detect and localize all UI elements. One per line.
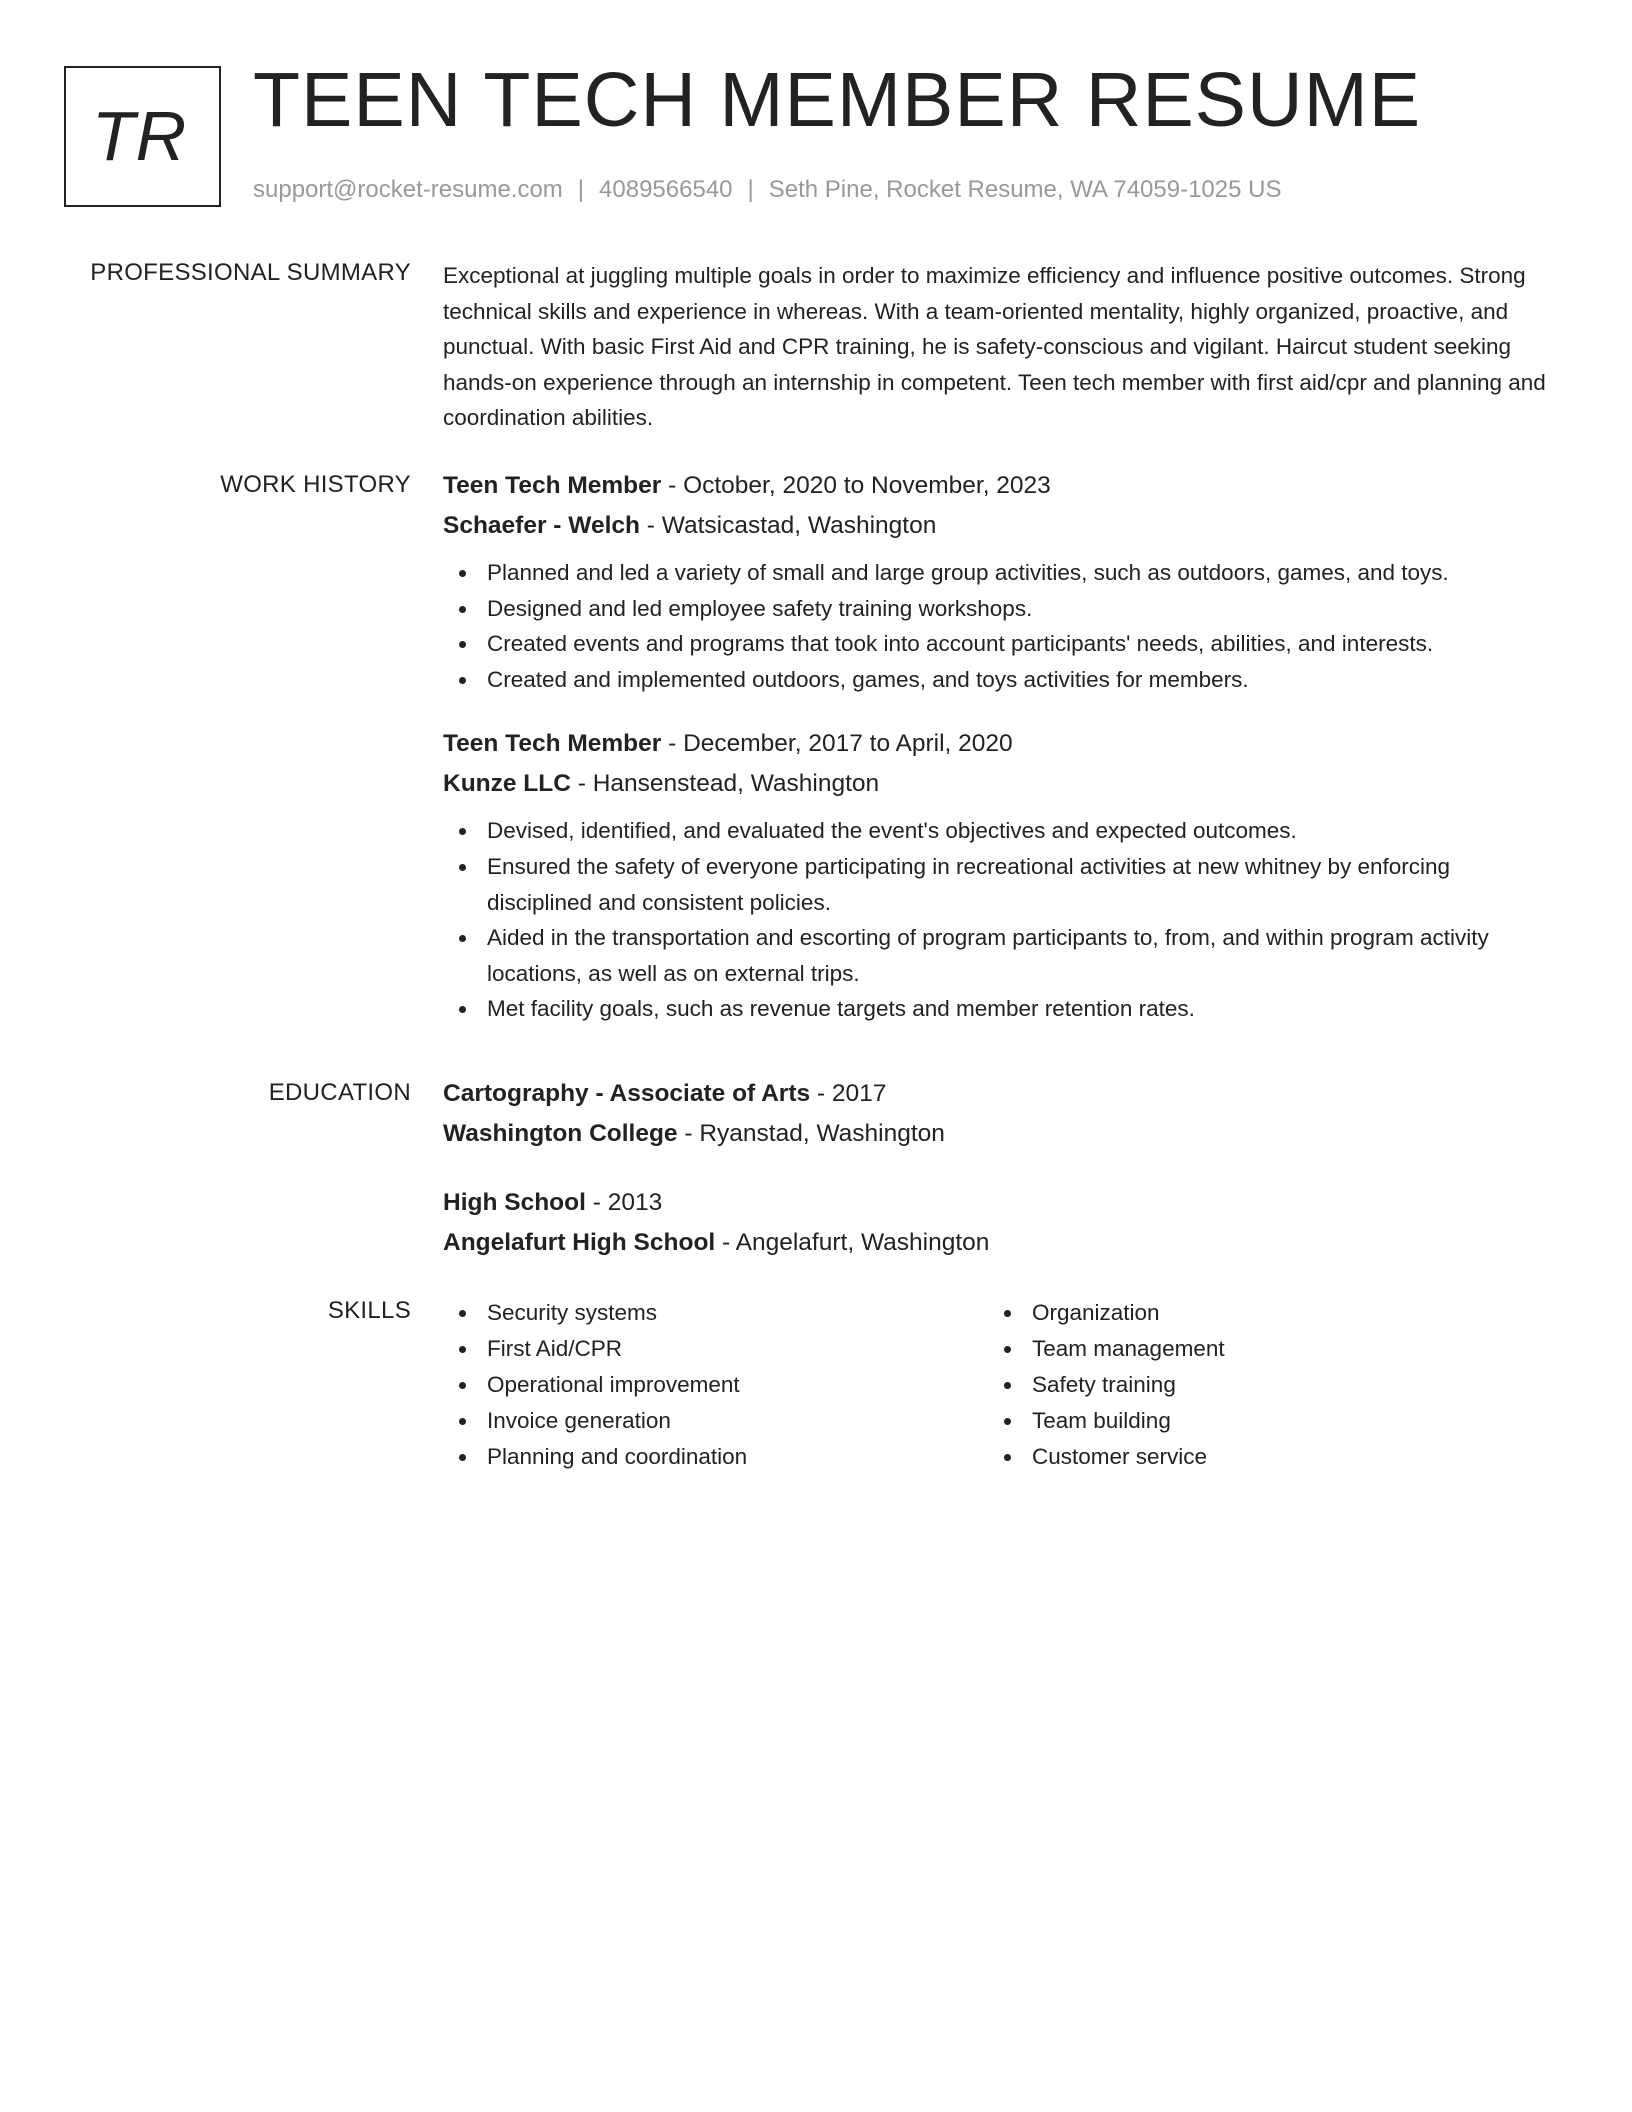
section-body (443, 1074, 1558, 1292)
job-title-line (443, 724, 1558, 764)
job-company-line (443, 764, 1558, 804)
education-school-line (443, 1114, 1558, 1154)
job-company-line (443, 506, 1558, 546)
skill-item: Team management (988, 1331, 1533, 1367)
education-degree: Cartography - Associate of Arts (443, 1080, 811, 1107)
job-location: - Hansenstead, Washington (570, 769, 880, 797)
education-location: - Ryanstad, Washington (677, 1119, 945, 1147)
job-bullet: Planned and led a variety of small and large group activities, such as outdoors, games, and toys. (443, 555, 1558, 591)
job-location: - Watsicastad, Washington (639, 511, 937, 539)
skill-item: Planning and coordination (443, 1439, 988, 1475)
resume-title: TEEN TECH MEMBER RESUME (253, 57, 1422, 143)
education-degree-line (443, 1074, 1558, 1114)
job-bullet: Created and implemented outdoors, games, and toys activities for members. (443, 662, 1558, 698)
job-company: Schaefer - Welch (443, 511, 640, 539)
job-dates: - October, 2020 to November, 2023 (661, 472, 1051, 499)
monogram-box (64, 66, 221, 207)
job-bullet: Aided in the transportation and escorting of program participants to, from, and within program activity locations, as well as on external trips. (443, 920, 1558, 991)
section-body (443, 466, 1558, 1054)
skill-item: First Aid/CPR (443, 1331, 988, 1367)
job-entry (443, 724, 1558, 1027)
skills-column-left (443, 1295, 988, 1475)
section-heading: PROFESSIONAL SUMMARY (90, 259, 411, 286)
contact-phone[interactable]: 4089566540 (599, 176, 733, 203)
monogram-initials: TR (91, 96, 188, 175)
education-entry (443, 1074, 1558, 1153)
section-heading: SKILLS (327, 1297, 411, 1324)
contact-separator: | (577, 176, 585, 203)
education-year: - 2017 (810, 1080, 887, 1107)
job-title: Teen Tech Member (443, 730, 662, 758)
section-body (443, 258, 1558, 436)
skill-item: Safety training (988, 1367, 1533, 1403)
education-school-line (443, 1223, 1558, 1263)
contact-line (253, 174, 1281, 205)
education-year: - 2013 (585, 1189, 663, 1216)
education-location: - Angelafurt, Washington (715, 1228, 990, 1256)
job-bullet: Met facility goals, such as revenue targets and member retention rates. (443, 991, 1558, 1027)
section-body (443, 1295, 1558, 1475)
contact-separator: | (747, 176, 754, 203)
skill-item: Invoice generation (443, 1403, 988, 1439)
job-title-line (443, 466, 1558, 506)
contact-email[interactable]: support@rocket-resume.com (253, 176, 563, 203)
job-bullet: Devised, identified, and evaluated the event's objectives and expected outcomes. (443, 813, 1558, 849)
skill-item: Organization (988, 1295, 1533, 1331)
skill-item: Operational improvement (443, 1367, 988, 1403)
job-bullets (443, 555, 1558, 697)
section-heading: EDUCATION (268, 1079, 411, 1106)
job-bullet: Designed and led employee safety training workshops. (443, 591, 1558, 627)
job-company: Kunze LLC (443, 769, 571, 797)
education-school: Angelafurt High School (443, 1228, 716, 1256)
job-entry (443, 466, 1558, 697)
skill-item: Customer service (988, 1439, 1533, 1475)
job-bullets (443, 813, 1558, 1027)
education-entry (443, 1183, 1558, 1262)
job-bullet: Ensured the safety of everyone participating in recreational activities at new whitney by enforcing disciplined and consistent policies. (443, 849, 1558, 920)
skills-column-right (988, 1295, 1533, 1475)
job-dates: - December, 2017 to April, 2020 (661, 730, 1013, 758)
education-degree: High School (443, 1189, 586, 1216)
skill-item: Team building (988, 1403, 1533, 1439)
job-title: Teen Tech Member (443, 472, 662, 499)
education-school: Washington College (443, 1119, 678, 1147)
section-heading: WORK HISTORY (220, 471, 411, 498)
contact-address: Seth Pine, Rocket Resume, WA 74059-1025 US (768, 176, 1282, 203)
job-bullet: Created events and programs that took into account participants' needs, abilities, and interests. (443, 626, 1558, 662)
education-degree-line (443, 1183, 1558, 1223)
summary-text: Exceptional at juggling multiple goals in order to maximize efficiency and influence positive outcomes. Strong technical skills and experience in whereas. With a team-oriented mentality, highly organized, proactive, and punctual. With basic First Aid and CPR training, he is safety-conscious and vigilant. Haircut student seeking hands-on experience through an internship in competent. Teen tech member with first aid/cpr and planning and coordination abilities. (443, 263, 1546, 431)
skill-item: Security systems (443, 1295, 988, 1331)
skills-grid (443, 1295, 1558, 1475)
